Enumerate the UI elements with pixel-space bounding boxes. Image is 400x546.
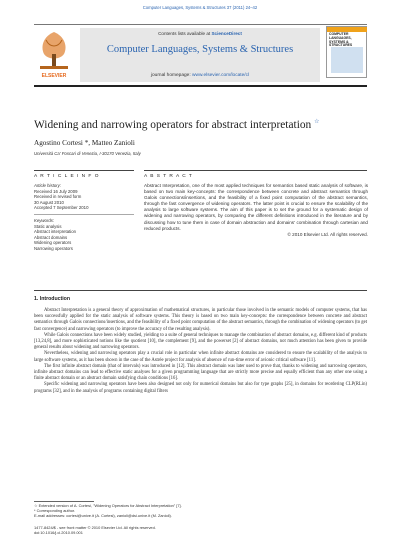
affiliation: Università Ca' Foscari di Venezia, I-30170 Venezia, Italy [34, 151, 141, 156]
article-title [34, 118, 374, 131]
authors: Agostino Cortesi *, Matteo Zanioli [34, 139, 135, 147]
history-item: Received 16 July 2009 [34, 188, 78, 194]
keyword-item: Widening operators [34, 240, 72, 246]
abstract-text: Abstract Interpretation, one of the most applied techniques for semantics based static analysis of software, is based on two main key-concepts: the correspondence between concrete and abstract semantics through Galois connections/insertions, and the feasibility of a fixed point computation of the abstract semantics, through the fast convergence of widening operators. The latter point is crucial to ensure the scalability of the analysis to large software systems. The aim of this paper is to set the ground for a systematic design of widening and narrowing operators, by comparing the different definitions introduced in the literature and by discussing how to tune them in case of domain abstraction and domains' combination through cartesian and reduced products. [144, 183, 368, 231]
cover-title: COMPUTER LANGUAGES, SYSTEMS & STRUCTURES [329, 32, 353, 48]
footnote-email: E-mail addresses: cortesi@unive.it (A. Cortesi), zanioli@dsi.unive.it (M. Zanioli). [34, 513, 172, 518]
body-paragraph: Specific widening and narrowing operators have been also designed not only for numerical domains but also for type graphs [25], in domains for reordering CLP(RLin) programs [32], and in the analysis of programs containing digital filters [34, 382, 367, 394]
contents-line [80, 31, 320, 36]
journal-cover [326, 26, 367, 78]
running-head: Computer Languages, Systems & Structures 37 (2011) 24–42 [142, 5, 258, 10]
article-info-heading: A R T I C L E I N F O [34, 174, 100, 179]
body-paragraph: Nevertheless, widening and narrowing operators play a crucial role in particular when infinite abstract domains are considered to ensure the scalability of the analysis to large software systems, as it has been shown in the case of the Astrée project for analysis of absence of run-time error of avionic critical software [11]. [34, 351, 367, 363]
history-item: Accepted 7 September 2010 [34, 205, 89, 211]
homepage-prefix: journal homepage: [150, 73, 191, 78]
keyword-item: Narrowing operators [34, 245, 73, 251]
doi-line[interactable]: doi:10.1016/j.cl.2010.09.001 [34, 530, 83, 535]
history-label: Article history: [34, 183, 61, 188]
keyword-item: Abstract interpretation [34, 229, 77, 235]
keyword-item: Abstract domains [34, 234, 68, 240]
body-paragraph: Abstract Interpretation is a general theory of approximation of mathematical structures, in particular those involved in the semantic models of computer systems, that has been successfully applied for the static analysis of software systems. This theory is based on two main key-concepts: the correspondence between concrete and abstract semantics through Galois connections/insertions, and the feasibility of a fixed point computation of the abstract semantics, through the combination of widening operators (to get fast convergence) and narrowing operators (to improve the accuracy of the resulting analysis). [34, 308, 367, 332]
journal-header [34, 13, 367, 109]
abstract-copyright: © 2010 Elsevier Ltd. All rights reserved. [287, 231, 368, 237]
info-heading-rule [34, 170, 134, 171]
body-paragraph: The first infinite abstract domain (that of intervals) was introduced in [12]. This abstract domain was later used to prove that, thanks to widening and narrowing operators, infinite abstract domains can lead to effective static analyses for a given programming language that are strictly more precise and equally efficient than any other one using a finite abstract domain or an abstract domain satisfying chain conditions [16]. [34, 363, 367, 382]
publisher-name: ELSEVIER [41, 73, 67, 79]
keyword-item: Static analysis [34, 223, 62, 229]
keywords-label: Keywords: [34, 217, 55, 223]
title-footnote-mark[interactable]: ☆ [314, 119, 320, 125]
front-matter-line: 1477-8424/$ - see front matter © 2010 Elsevier Ltd. All rights reserved. [34, 525, 156, 530]
journal-homepage [80, 73, 320, 78]
introduction-heading: 1. Introduction [34, 296, 71, 302]
cover-image [331, 47, 363, 73]
body-paragraph: While Galois connections have been widely studied, yielding to a suite of general techniques to manage the combination of abstract domains, e.g. different kind of products [13,24,8], and more sophisticated notions like the quotient [10], the complement [9], and the powerset [2] of abstract domains, not much attention has been given to provide general results about widening and narrowing operators. [34, 332, 367, 351]
contents-prefix: Contents lists available at [158, 31, 211, 36]
history-item: 30 August 2010 [34, 199, 64, 205]
abstract-bottom-rule [34, 290, 367, 291]
elsevier-tree-logo [34, 28, 74, 72]
homepage-link[interactable]: www.elsevier.com/locate/cl [192, 73, 250, 78]
article-info [34, 183, 134, 252]
abstract-heading: A B S T R A C T [144, 174, 193, 179]
sciencedirect-link[interactable]: ScienceDirect [211, 31, 242, 36]
abstract-heading-rule [144, 170, 367, 171]
journal-title: Computer Languages, Systems & Structures [106, 44, 294, 55]
introduction-body [34, 308, 367, 395]
footnote-corresponding: * Corresponding author. [34, 508, 76, 513]
history-item: Received in revised form [34, 194, 82, 200]
header-top-rule [34, 24, 367, 25]
article-title-text: Widening and narrowing operators for abstract interpretation [34, 118, 312, 131]
keywords-rule [34, 214, 134, 215]
header-bottom-rule [34, 85, 367, 87]
footnote-rule [34, 501, 94, 502]
footnote-extended: ☆ Extended version of A. Cortesi, "Widening Operators for Abstract Interpretation" [7]. [34, 503, 182, 508]
abstract [144, 183, 368, 238]
